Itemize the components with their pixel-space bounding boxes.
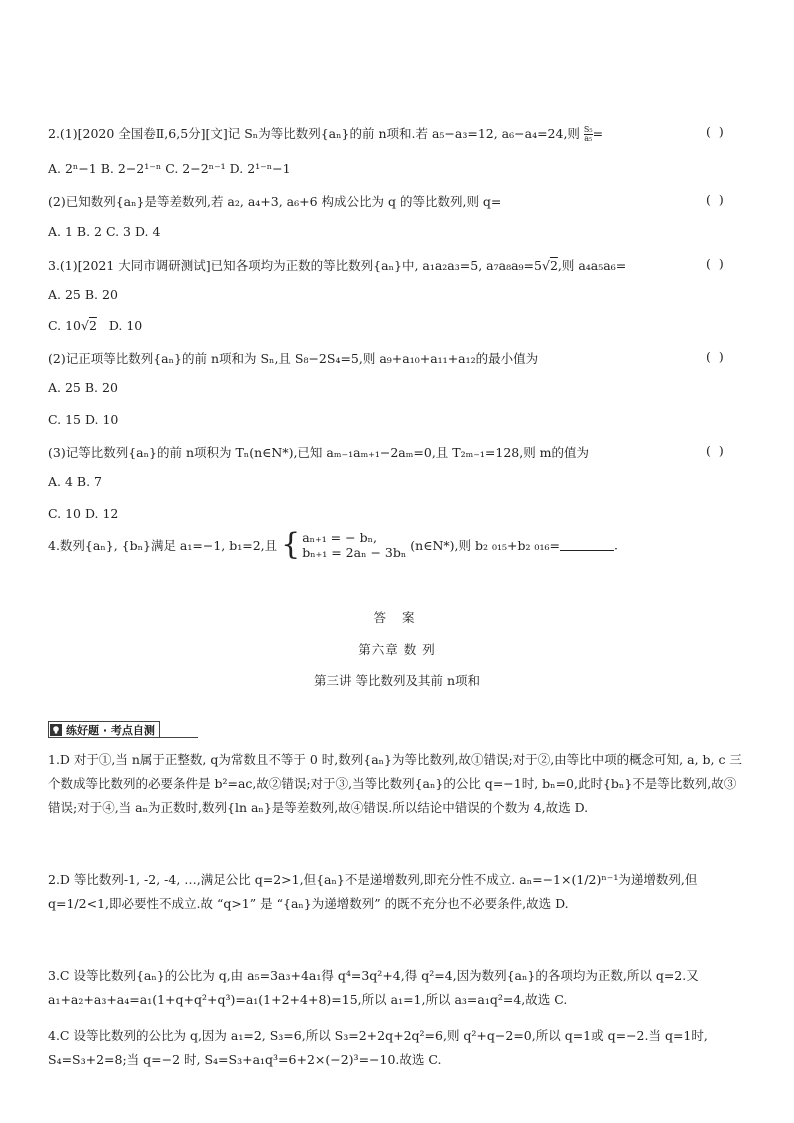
answer-blank[interactable] bbox=[560, 539, 614, 551]
fraction-numerator: S₅ bbox=[583, 125, 593, 134]
question-2-2-options: A. 1 B. 2 C. 3 D. 4 bbox=[48, 224, 161, 239]
option-c-a: C. 10 bbox=[48, 318, 81, 333]
tag-underline bbox=[48, 737, 198, 738]
question-3-2-options-2: C. 15 D. 10 bbox=[48, 412, 119, 427]
sqrt-symbol: √ bbox=[80, 318, 89, 333]
answer-4: 4.C 设等比数列的公比为 q,因为 a₁=2, S₃=6,所以 S₃=2+2q+2q²=6,则 q²+q−2=0,所以 q=1或 q=−2.当 q=1时, S₄=S₃+2=8;当 q=−2 时, S₄=S₃+a₁q³=6+2×(−2)³=−10.故选 C. bbox=[48, 1028, 708, 1067]
practice-tag bbox=[48, 721, 160, 738]
question-3-3-options-2: C. 10 D. 12 bbox=[48, 506, 119, 521]
answer-paren: ( ) bbox=[706, 443, 726, 458]
section-title: 第三讲 等比数列及其前 n项和 bbox=[314, 673, 480, 688]
question-3-1-options-2 bbox=[48, 318, 142, 333]
question-3-3-options-1: A. 4 B. 7 bbox=[48, 474, 102, 489]
left-brace: { bbox=[281, 527, 301, 562]
option-d: D. 10 bbox=[96, 318, 143, 333]
sqrt-radicand: 2 bbox=[549, 258, 558, 273]
equation-1: aₙ₊₁ = − bₙ, bbox=[302, 530, 377, 545]
practice-tag-label: 练好题 · 考点自测 bbox=[66, 723, 155, 737]
lightbulb-icon bbox=[50, 724, 62, 736]
answer-paren: ( ) bbox=[706, 349, 726, 364]
question-4-stem-b: (n∈N*),则 b₂ ₀₁₅+b₂ ₀₁₆= bbox=[410, 538, 560, 553]
question-3-3: (3)记等比数列{aₙ}的前 n项积为 Tₙ(n∈N*),已知 aₘ₋₁aₘ₊₁−2aₘ=0,且 T₂ₘ₋₁=128,则 m的值为 bbox=[48, 445, 590, 460]
answer-paren: ( ) bbox=[706, 256, 726, 271]
question-3-1-options-1: A. 25 B. 20 bbox=[48, 287, 118, 302]
question-3-1-stem-a: 3.(1)[2021 大同市调研测试]已知各项均为正数的等比数列{aₙ}中, a₁a₂a₃=5, a₇a₈a₉=5 bbox=[48, 258, 542, 273]
answer-2: 2.D 等比数列-1, -2, -4, …,满足公比 q=2>1,但{aₙ}不是递增数列,即充分性不成立. aₙ=−1×(1/2)ⁿ⁻¹为递增数列,但 q=1/2<1,即必要性不成立.故 “q>1” 是 “{aₙ}为递增数列” 的既不充分也不必要条件,故选 D. bbox=[48, 872, 698, 911]
question-3-1-stem-c: ,则 a₄a₅a₆= bbox=[557, 258, 627, 273]
question-2-1-options: A. 2ⁿ−1 B. 2−2¹⁻ⁿ C. 2−2ⁿ⁻¹ D. 2¹⁻ⁿ−1 bbox=[48, 161, 291, 176]
sqrt-symbol: √ bbox=[541, 258, 550, 273]
question-4-stem-a: 4.数列{aₙ}, {bₙ}满足 a₁=−1, b₁=2,且 bbox=[48, 538, 278, 553]
answer-paren: ( ) bbox=[706, 192, 726, 207]
answer-3: 3.C 设等比数列{aₙ}的公比为 q,由 a₅=3a₃+4a₁得 q⁴=3q²+4,得 q²=4,因为数列{aₙ}的各项均为正数,所以 q=2.又 a₁+a₂+a₃+a₄=a₁(1+q+q²+q³)=a₁(1+2+4+8)=15,所以 a₁=1,所以 a₃=a₁q²=4,故选 C. bbox=[48, 968, 699, 1007]
question-2-1 bbox=[48, 124, 603, 143]
fraction-s5-over-a5 bbox=[584, 126, 593, 143]
question-2-1-stem: 2.(1)[2020 全国卷Ⅱ,6,5分][文]记 Sₙ为等比数列{aₙ}的前 n项和.若 a₅−a₃=12, a₆−a₄=24,则 bbox=[48, 126, 580, 141]
question-4 bbox=[48, 527, 618, 562]
answer-paren: ( ) bbox=[706, 124, 726, 139]
question-3-2: (2)记正项等比数列{aₙ}的前 n项和为 Sₙ,且 S₈−2S₄=5,则 a₉+a₁₀+a₁₁+a₁₂的最小值为 bbox=[48, 351, 539, 366]
question-4-end: . bbox=[613, 537, 618, 553]
system-of-equations bbox=[281, 527, 407, 562]
answer-title: 答 案 bbox=[373, 610, 421, 625]
question-3-1 bbox=[48, 256, 626, 274]
question-3-2-options-1: A. 25 B. 20 bbox=[48, 380, 118, 395]
question-2-2: (2)已知数列{aₙ}是等差数列,若 a₂, a₄+3, a₆+6 构成公比为 q 的等比数列,则 q= bbox=[48, 194, 502, 209]
answer-1: 1.D 对于①,当 n属于正整数, q为常数且不等于 0 时,数列{aₙ}为等比数列,故①错误;对于②,由等比中项的概念可知, a, b, c 三个数成等比数列的必要条件是 b²=ac,故②错误;对于③,当等比数列{aₙ}的公比 q=−1时, bₙ=0,此时{bₙ}不是等比数列,故③错误;对于④,当 aₙ为正数时,数列{ln aₙ}是等差数列,故④错误.所以结论中错误的个数为 4,故选 D. bbox=[48, 752, 742, 815]
option-c-radicand: 2 bbox=[88, 318, 97, 333]
equation-2: bₙ₊₁ = 2aₙ − 3bₙ bbox=[302, 545, 407, 560]
question-2-1-eq: = bbox=[592, 126, 604, 141]
chapter-title: 第六章 数 列 bbox=[358, 642, 436, 657]
fraction-denominator: a₅ bbox=[584, 134, 593, 143]
